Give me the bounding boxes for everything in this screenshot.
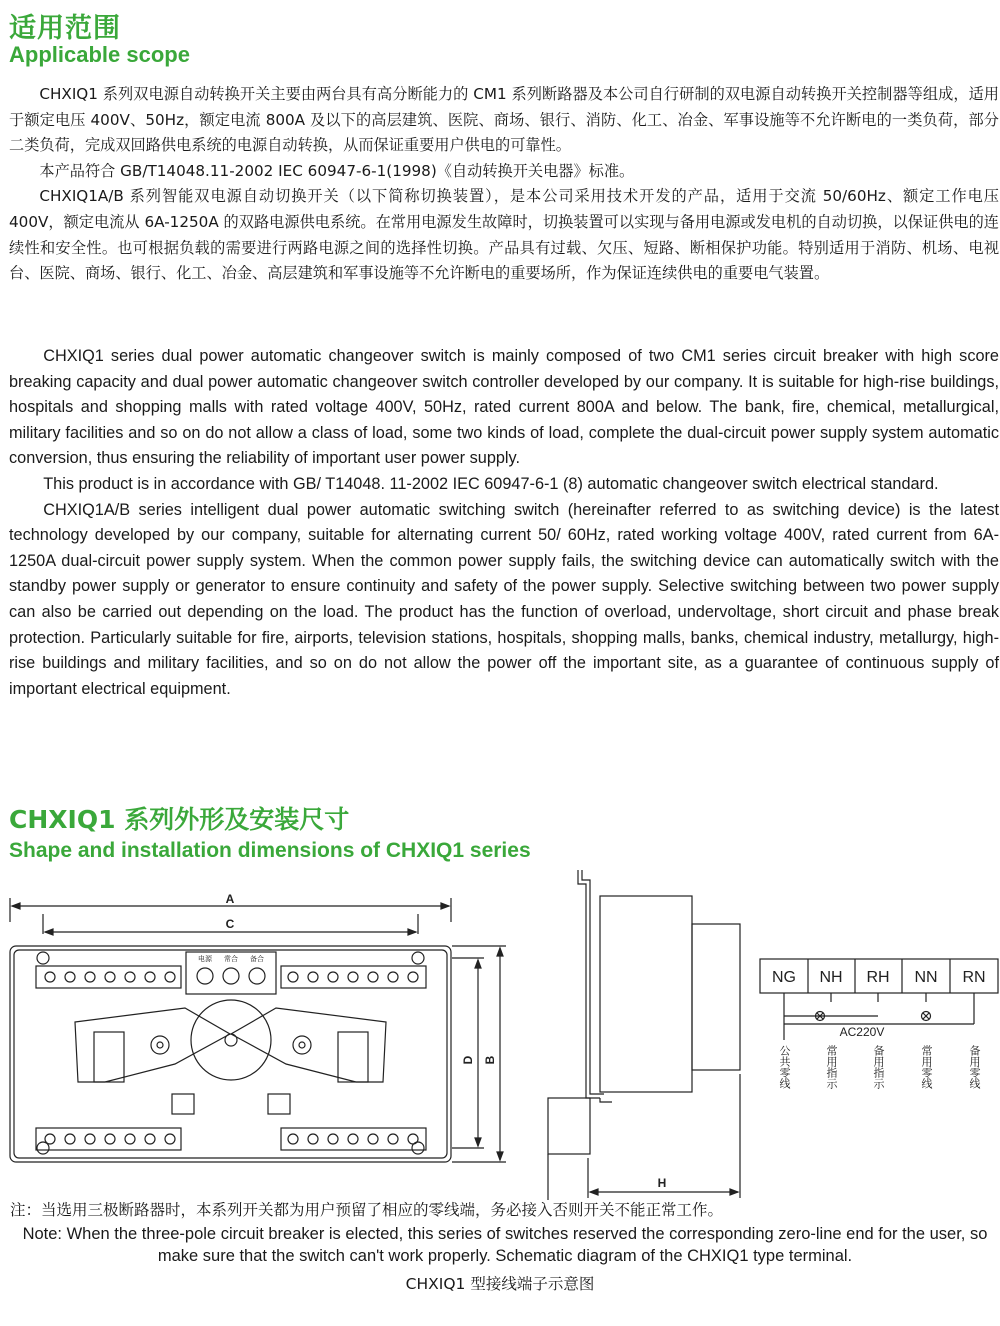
panel-label-power: 电源: [198, 956, 212, 963]
en-paragraph-2: This product is in accordance with GB/ T14048. 11-2002 IEC 60947-6-1 (8) automatic changeover switch electrical standard.: [43, 474, 939, 493]
terminal-rh: RH: [866, 969, 890, 986]
center-dial: [191, 1000, 271, 1080]
note-chinese: 注：当选用三极断路器时，本系列开关都为用户预留了相应的零线端，务必接入否则开关不能正常工作。: [10, 1201, 724, 1219]
dimensions-title-en: Shape and installation dimensions of CHXIQ1 series: [9, 839, 531, 862]
voltage-label: AC220V: [839, 1025, 885, 1039]
section-title-cn: 适用范围: [9, 13, 121, 44]
terminal-label-backup-indicator: 备用指示: [872, 1045, 885, 1089]
terminal-label-backup-neutral: 备用零线: [968, 1045, 981, 1089]
terminal-label-normal-indicator: 常用指示: [825, 1045, 838, 1089]
top-terminal-left: [36, 966, 181, 988]
panel-label-normal: 常合: [224, 956, 238, 963]
english-description: [9, 344, 999, 702]
top-terminal-right: [281, 966, 426, 988]
dim-label-b: B: [483, 1055, 497, 1065]
terminal-schematic: [760, 959, 998, 1040]
terminal-ng: NG: [772, 969, 796, 986]
terminal-nh: NH: [819, 969, 843, 986]
side-view: [548, 870, 740, 1200]
en-paragraph-1: CHXIQ1 series dual power automatic changeover switch is mainly composed of two CM1 series circuit breaker with high score breaking capacity and dual power automatic changeover switch controller developed by our company. It is suitable for high-rise buildings, hospitals and shopping malls with rated voltage 400V, 50Hz, rated current 800A and below. The bank, fire, chemical, metallurgical, military facilities and so on do not allow a class of load, some two kinds of load, complete the dual-circuit power supply system automatic conversion, thus ensuring the reliability of important user power supply.: [9, 347, 999, 468]
bottom-terminal-right: [281, 1128, 426, 1150]
chinese-description: [9, 82, 999, 287]
dim-label-a: A: [225, 892, 235, 906]
en-paragraph-3: CHXIQ1A/B series intelligent dual power automatic switching switch (hereinafter referred to as switching device) is the latest technology developed by our company, suitable for alternating current 50/ 60Hz, rated working voltage 400V, rated current from 6A-1250A dual-circuit power supply system. When the common power supply fails, the switching device can automatically switch with the standby power supply or generator to ensure continuity and safety of the power supply. Selective switching between two power supply can also be carried out depending on the load. The product has the function of overload, undervoltage, short circuit and phase break protection. Particularly suitable for fire, airports, television stations, hospitals, shopping malls, banks, chemical industry, metallurgy, high-rise buildings and military facilities, and so on do not allow the power off the important site, as a guarantee of continuous supply of important electrical equipment.: [9, 500, 999, 698]
terminal-label-normal-neutral: 常用零线: [920, 1045, 933, 1089]
dimensions-title-cn: CHXIQ1 系列外形及安装尺寸: [9, 805, 350, 834]
dim-label-c: C: [225, 917, 235, 931]
terminal-label-common-neutral: 公共零线: [778, 1045, 791, 1089]
cn-paragraph-1: CHXIQ1 系列双电源自动转换开关主要由两台具有高分断能力的 CM1 系列断路器及本公司自行研制的双电源自动转换开关控制器等组成，适用于额定电压 400V、50Hz，额定电流 800A 及以下的高层建筑、医院、商场、银行、消防、化工、冶金、军事设施等不允许断电的一类负荷，部分二类负荷，完成双回路供电系统的电源自动转换，从而保证重要用户供电的可靠性。: [9, 85, 999, 155]
note-english: Note: When the three-pole circuit breaker is elected, this series of switches reserved the corresponding zero-line end for the user, so make sure that the switch can't work properly. Schematic diagram of the CHXIQ1 type terminal.: [22, 1225, 988, 1265]
section-title-en: Applicable scope: [9, 42, 190, 67]
cn-paragraph-2: 本产品符合 GB/T14048.11-2002 IEC 60947-6-1(1998)《自动转换开关电器》标准。: [39, 161, 635, 180]
bottom-terminal-left: [36, 1128, 181, 1150]
dim-label-h: H: [657, 1176, 667, 1190]
dim-label-d: D: [461, 1055, 475, 1065]
figure-caption: CHXIQ1 型接线端子示意图: [405, 1275, 595, 1293]
dimension-drawing: [0, 862, 1000, 1200]
terminal-vertical-labels: [760, 1045, 998, 1115]
terminal-nn: NN: [914, 969, 938, 986]
front-view: [10, 892, 506, 1162]
terminal-rn: RN: [962, 969, 986, 986]
cn-paragraph-3: CHXIQ1A/B 系列智能双电源自动切换开关（以下简称切换装置），是本公司采用技术开发的产品，适用于交流 50/60Hz、额定工作电压 400V，额定电流从 6A-1250A 的双路电源供电系统。在常用电源发生故障时，切换装置可以实现与备用电源或发电机的自动切换，以保证供电的连续性和安全性。也可根据负载的需要进行两路电源之间的选择性切换。产品具有过载、欠压、短路、断相保护功能。特别适用于消防、机场、电视台、医院、商场、银行、化工、冶金、高层建筑和军事设施等不允许断电的重要场所，作为保证连续供电的重要电气装置。: [9, 187, 999, 283]
panel-label-backup: 备合: [250, 956, 264, 963]
